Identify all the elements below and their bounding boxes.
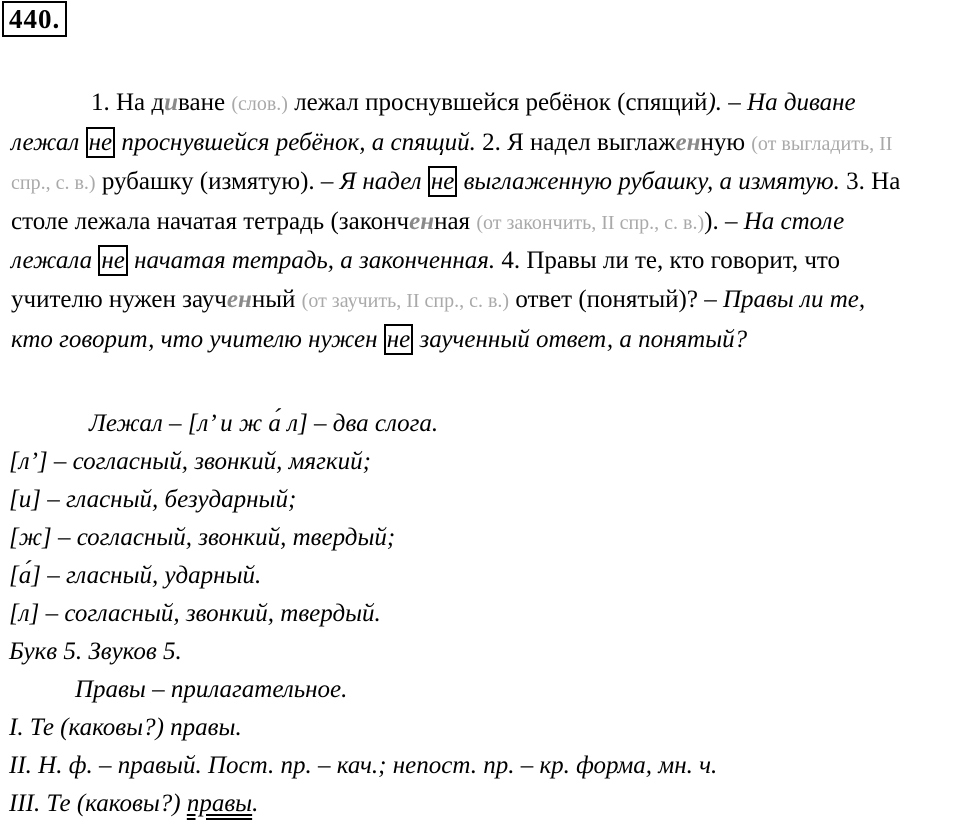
sentence-3-answer-end: начатая тетрадь, а законченная. [134, 247, 496, 275]
sentence-1-start: 1. На д [91, 89, 165, 116]
final-period: . [252, 790, 259, 817]
spelling-highlight: ен [226, 285, 252, 313]
phonetic-transcription: Лежал – [л’ и ж а́ л] – два слога. [89, 410, 439, 437]
sentence-4-rest: ответ (понятый)? [515, 285, 698, 313]
sentence-3-answer-start: – На столе лежала [11, 207, 845, 275]
sound-analysis-line: [а́] – гласный, ударный. [9, 562, 262, 589]
sentence-1-word-end: ване [178, 89, 226, 116]
sentence-2-start: 2. Я надел выглаж [482, 128, 676, 156]
grammar-note: (от закончить, II спр., с. в.) [476, 211, 705, 234]
morphology-heading: Правы – прилагательное. [75, 676, 348, 703]
ne-boxed: не [86, 127, 116, 158]
sentence-3-start: 3. На столе лежала начатая тетрадь (законч [11, 168, 901, 235]
grammar-note: (от выгладить, II спр., с. в.) [11, 132, 893, 195]
sentence-3-word-end: ная [434, 207, 471, 235]
morphology-step-1: I. Те (каковы?) правы. [9, 714, 242, 741]
spelling-highlight: ен [675, 128, 701, 156]
grammar-note: (от заучить, II спр., с. в.) [301, 289, 510, 312]
exercise-number: 440. [2, 1, 67, 37]
sentence-2-word-end: ную [700, 128, 746, 156]
sentence-4-answer-end: заученный ответ, а понятый? [419, 325, 748, 353]
sound-analysis-line: [л’] – согласный, звонкий, мягкий; [9, 448, 371, 475]
exercise-answer-paragraph [11, 84, 911, 359]
morphology-step-3-text: III. Те (каковы?) [9, 790, 187, 817]
sound-analysis-line: [л] – согласный, звонкий, твердый. [9, 600, 381, 627]
sentence-3-close: ). [704, 207, 719, 235]
predicate-underlined: правы [186, 790, 253, 817]
sentence-2-rest: рубашку (измятую). [101, 168, 315, 196]
morphology-step-2: II. Н. ф. – правый. Пост. пр. – кач.; непост. пр. – кр. форма, мн. ч. [9, 752, 718, 779]
sentence-4-word-end: ный [251, 285, 296, 313]
ne-boxed: не [384, 324, 414, 355]
sentence-1-rest: лежал проснувшейся ребёнок (спящий [294, 89, 708, 116]
spelling-highlight: ен [409, 207, 435, 235]
sentence-1-answer-end: проснувшейся ребёнок, а спящий. [121, 128, 476, 156]
ne-boxed: не [98, 245, 128, 276]
spelling-highlight: и [164, 89, 179, 116]
morphology-step-3 [9, 790, 258, 818]
sound-analysis-line: [и] – гласный, безударный; [9, 486, 297, 513]
letter-sound-count: Букв 5. Звуков 5. [9, 638, 182, 665]
sound-analysis-line: [ж] – согласный, звонкий, твердый; [9, 524, 396, 551]
sentence-4-answer-start: – Правы ли те, кто говорит, что учителю нужен [11, 285, 866, 353]
ne-boxed: не [428, 166, 458, 197]
sentence-2-answer-start: – Я надел [320, 168, 422, 196]
sentence-2-answer-end: выглаженную рубашку, а измятую. [463, 168, 840, 196]
sentence-4-start: 4. Правы ли те, кто говорит, что учителю нужен зауч [11, 247, 841, 313]
sentence-1-answer-start: ). – На диване лежал [11, 89, 856, 156]
dictionary-note: (слов.) [231, 93, 288, 115]
